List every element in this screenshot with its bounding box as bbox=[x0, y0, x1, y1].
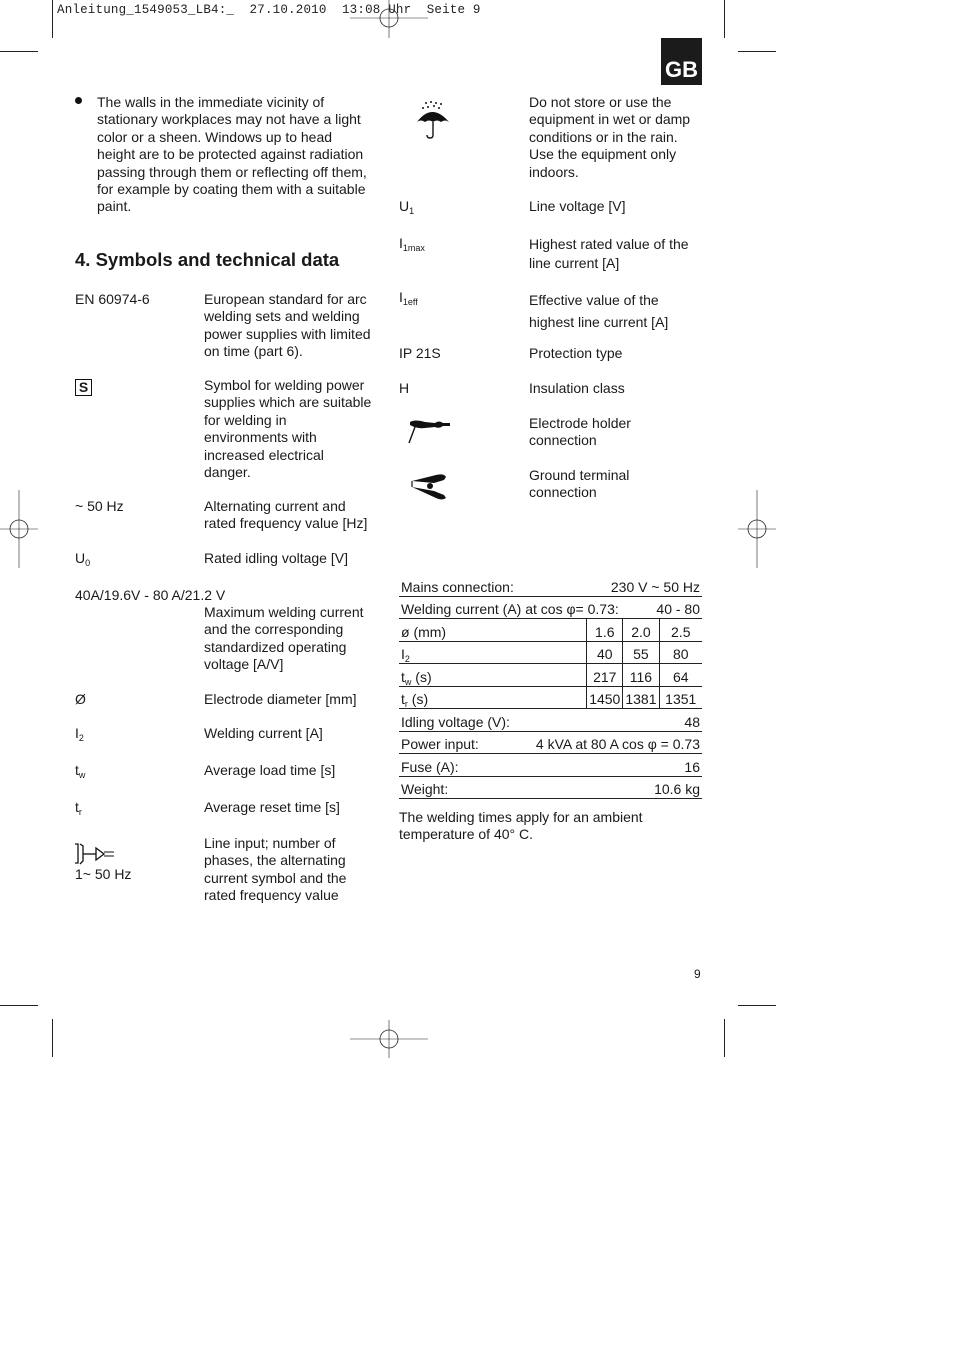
welding-times-note: The welding times apply for an ambient temperature of 40° C. bbox=[399, 809, 643, 843]
fuse-label: Fuse (A): bbox=[399, 754, 587, 777]
mains-value: 230 V ~ 50 Hz bbox=[587, 574, 702, 596]
page-number: 9 bbox=[694, 967, 701, 981]
i2-label: $I_2$ bbox=[399, 641, 587, 664]
registration-mark-right bbox=[738, 490, 778, 568]
symbol-desc-tw: Average load time [s] bbox=[204, 762, 336, 778]
symbol-desc-u1: Line voltage [V] bbox=[529, 198, 626, 214]
symbol-desc-rain: Do not store or use the equipment in wet or damp conditions or in the rain. Use the equipment only indoors. bbox=[529, 94, 691, 180]
umbrella-rain-icon bbox=[414, 100, 452, 140]
symbol-key-diameter: Ø bbox=[75, 691, 86, 707]
symbol-desc-electrode-holder: Electrode holder connection bbox=[529, 415, 631, 449]
registration-mark-top bbox=[350, 0, 428, 40]
tw-label: $t_w$ (s) bbox=[399, 664, 587, 687]
registration-mark-left bbox=[0, 490, 40, 568]
symbol-desc-i2: Welding current [A] bbox=[204, 725, 323, 741]
symbol-desc-insulation: Insulation class bbox=[529, 380, 625, 396]
table-cell: 80 bbox=[659, 641, 702, 664]
symbol-desc-i1max: Highest rated value of the line current [A] bbox=[529, 236, 689, 271]
line-input-plug-icon bbox=[74, 843, 118, 865]
symbol-desc-diameter: Electrode diameter [mm] bbox=[204, 691, 357, 707]
registration-mark-bottom bbox=[350, 1020, 428, 1060]
symbol-key-tw: $t_w$ bbox=[75, 762, 86, 780]
header-file: Anleitung_1549053_LB4:_ bbox=[57, 3, 235, 17]
symbol-desc-line-input: Line input; number of phases, the alternating current symbol and the rated frequency value bbox=[204, 835, 347, 904]
header-uhr: Uhr bbox=[388, 3, 412, 17]
fuse-value: 16 bbox=[587, 754, 702, 777]
symbol-desc-current-range: Maximum welding current and the corresponding standardized operating voltage [A/V] bbox=[204, 604, 364, 673]
symbol-key-tr: $t_r$ bbox=[75, 799, 82, 817]
tr-label: $t_r$ (s) bbox=[399, 686, 587, 709]
table-row bbox=[399, 731, 702, 754]
table-cell: 55 bbox=[623, 641, 659, 664]
ground-clamp-icon bbox=[410, 471, 448, 501]
symbol-desc-s: Symbol for welding power supplies which are suitable for welding in environments with increased electrical danger. bbox=[204, 377, 372, 481]
intro-bullet-text: The walls in the immediate vicinity of stationary workplaces may not have a light color or a sheen. Windows up to head height are to be protected against radiation passing through them or reflecting off them, for example by coating them with a suitable paint. bbox=[97, 94, 367, 215]
table-row bbox=[399, 596, 702, 619]
symbol-desc-ip: Protection type bbox=[529, 345, 623, 361]
electrode-holder-icon bbox=[405, 417, 453, 445]
power-value: 4 kVA at 80 A cos φ = 0.73 bbox=[535, 736, 700, 752]
table-row bbox=[399, 619, 702, 642]
welding-current-value: 40 - 80 bbox=[656, 601, 700, 617]
symbol-key-i1max: $I_{1max}$ bbox=[399, 235, 425, 253]
symbol-desc-i1eff: Effective value of the highest line current [A] bbox=[529, 292, 669, 330]
weight-label: Weight: bbox=[399, 776, 587, 799]
table-cell: 64 bbox=[659, 664, 702, 687]
table-cell: 40 bbox=[587, 641, 623, 664]
table-cell: 116 bbox=[623, 664, 659, 687]
table-row bbox=[399, 574, 702, 596]
diameter-label: ø (mm) bbox=[399, 619, 587, 642]
bullet-icon bbox=[75, 97, 82, 104]
table-cell: 1450 bbox=[587, 686, 623, 709]
idle-value: 48 bbox=[587, 709, 702, 732]
symbol-desc-u0: Rated idling voltage [V] bbox=[204, 550, 348, 566]
header-date: 27.10.2010 bbox=[249, 3, 327, 17]
table-row bbox=[399, 686, 702, 709]
symbol-key-insulation: H bbox=[399, 380, 410, 396]
section-title: 4. Symbols and technical data bbox=[75, 249, 340, 270]
symbol-desc-frequency: Alternating current and rated frequency value [Hz] bbox=[204, 498, 368, 532]
symbol-key-current-range: 40A/19.6V - 80 A/21.2 V bbox=[75, 587, 226, 603]
symbol-key-u0: $U_0$ bbox=[75, 550, 91, 568]
symbol-key-frequency: ~ 50 Hz bbox=[75, 498, 124, 514]
table-row bbox=[399, 776, 702, 799]
symbol-key-ip: IP 21S bbox=[399, 345, 441, 361]
table-row bbox=[399, 754, 702, 777]
table-row bbox=[399, 664, 702, 687]
welding-current-label: Welding current (A) at cos φ= 0.73: bbox=[401, 601, 619, 617]
symbol-desc-en60974: European standard for arc welding sets and welding power supplies with limited on time (part 6). bbox=[204, 291, 371, 360]
symbol-desc-tr: Average reset time [s] bbox=[204, 799, 340, 815]
symbol-desc-ground-clamp: Ground terminal connection bbox=[529, 467, 630, 501]
header-page: Seite 9 bbox=[426, 3, 481, 17]
table-cell: 1381 bbox=[623, 686, 659, 709]
s-symbol-icon: S bbox=[75, 379, 92, 396]
symbol-key-u1: $U_1$ bbox=[399, 198, 415, 216]
symbol-key-i1eff: $I_{1eff}$ bbox=[399, 289, 418, 307]
table-cell: 2.0 bbox=[623, 619, 659, 642]
table-row bbox=[399, 709, 702, 732]
table-cell: 1351 bbox=[659, 686, 702, 709]
table-cell: 2.5 bbox=[659, 619, 702, 642]
symbol-key-i2: $I_2$ bbox=[75, 725, 84, 743]
symbol-key-en60974: EN 60974-6 bbox=[75, 291, 150, 307]
header-time: 13:08 bbox=[341, 3, 381, 17]
specifications-table bbox=[399, 574, 702, 799]
symbol-key-line-input: 1~ 50 Hz bbox=[75, 866, 132, 882]
table-row bbox=[399, 641, 702, 664]
idle-label: Idling voltage (V): bbox=[399, 709, 587, 732]
weight-value: 10.6 kg bbox=[587, 776, 702, 799]
mains-label: Mains connection: bbox=[399, 574, 587, 596]
table-cell: 217 bbox=[587, 664, 623, 687]
power-label: Power input: bbox=[401, 736, 479, 752]
table-cell: 1.6 bbox=[587, 619, 623, 642]
language-badge: GB bbox=[661, 38, 702, 85]
